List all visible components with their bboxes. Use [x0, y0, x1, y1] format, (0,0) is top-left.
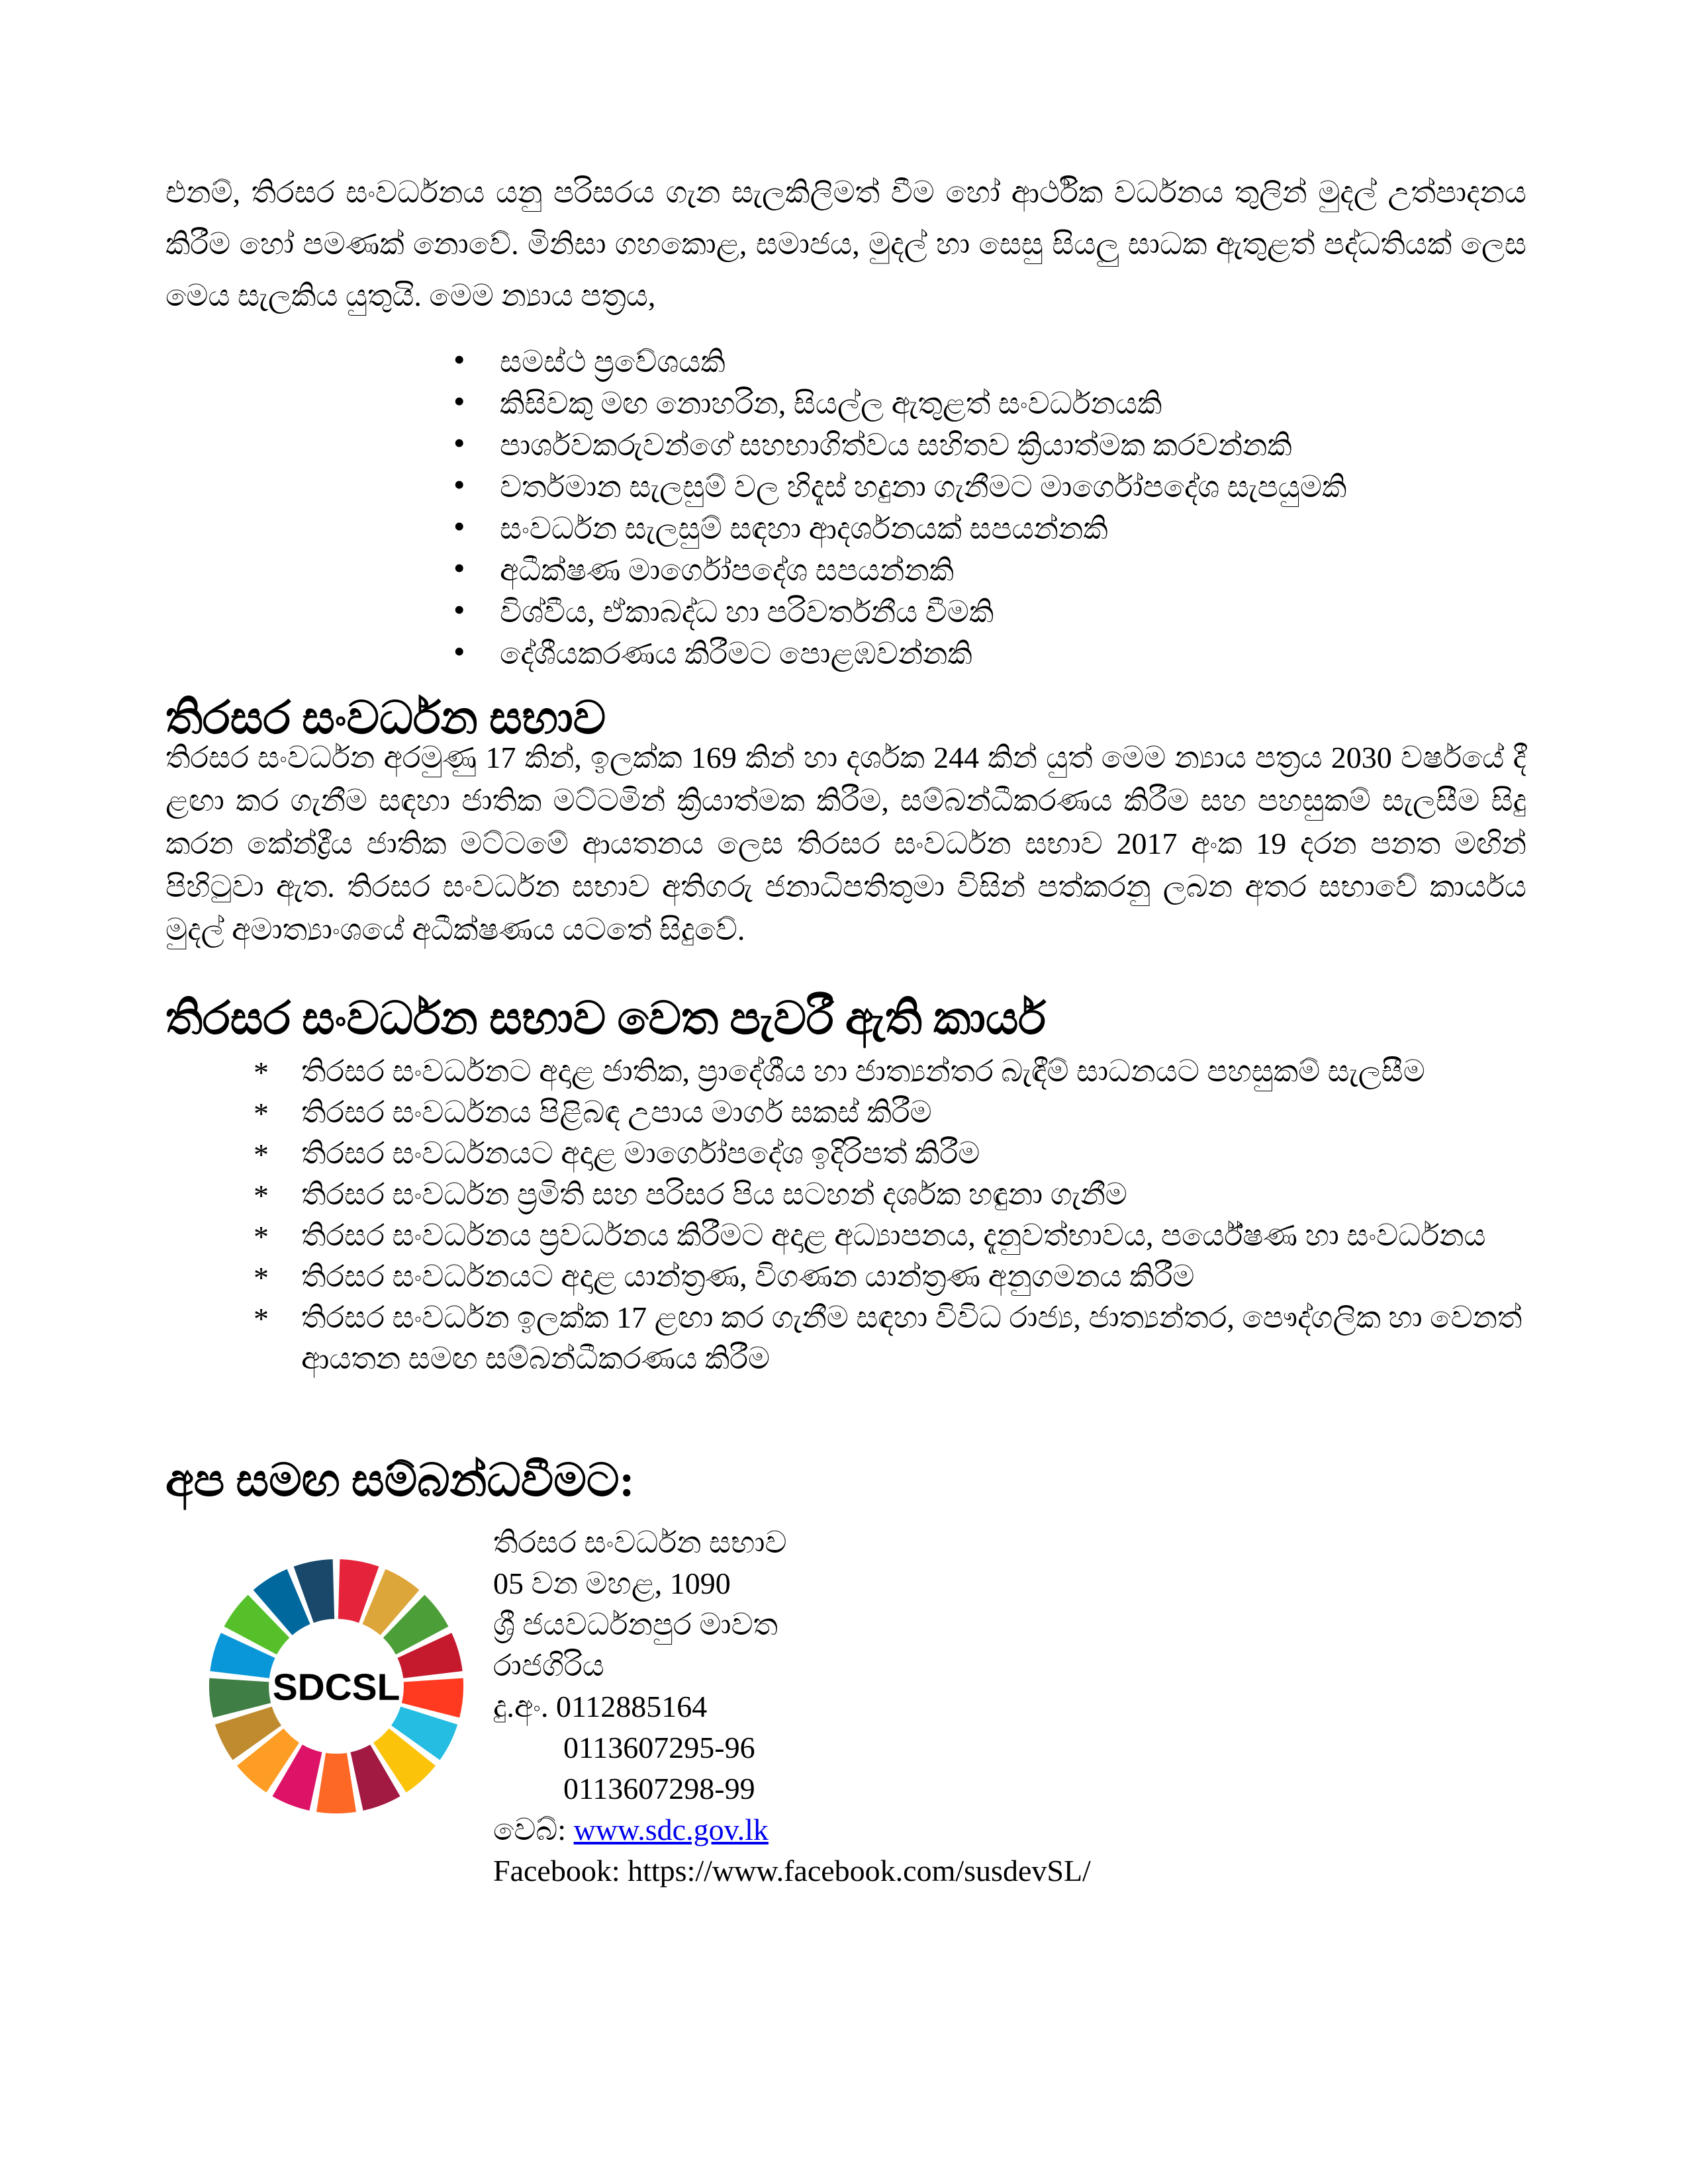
bullet-icon: •	[453, 508, 465, 545]
web-label: වෙබ්:	[493, 1813, 567, 1846]
list-item	[254, 1174, 1528, 1215]
council-section-heading: තිරසර සංවර්ධන සභාව	[165, 693, 606, 743]
list-item	[453, 508, 1539, 549]
asterisk-icon: *	[254, 1302, 269, 1336]
contact-phone-line-3: 0113607298-99	[563, 1772, 755, 1805]
asterisk-icon: *	[254, 1097, 269, 1130]
asterisk-icon: *	[254, 1138, 269, 1171]
bullet-icon: •	[453, 424, 465, 461]
asterisk-icon: *	[254, 1220, 269, 1253]
sdcsl-logo-text: SDCSL	[272, 1666, 400, 1709]
asterisk-icon: *	[254, 1056, 269, 1089]
bullet-icon: •	[453, 341, 465, 378]
contact-address-line-1: 05 වන මහළ, 1090	[493, 1567, 731, 1600]
list-item-text: වර්තමාන සැලසුම් වල හිදැස් හදුනා ගැනීමට මාර්ගෝපදේශ සැපයුමකි	[500, 470, 1347, 504]
contact-facebook-line: Facebook: https://www.facebook.com/susdevSL/	[493, 1854, 1091, 1888]
list-item-text: විශ්වීය, ඒකාබද්ධ හා පරිවර්තනීය වීමකි	[500, 595, 994, 629]
list-item-text: තිරසර සංවර්ධනට අදාළ ජාතික, ප්‍රාදේශීය හා ජාත්‍යන්තර බැඳීම් සාධනයට පහසුකම් සැලසීම	[301, 1054, 1425, 1088]
asterisk-icon: *	[254, 1261, 269, 1295]
phone-number-1: 0112885164	[555, 1690, 708, 1723]
list-item-text: තිරසර සංවර්ධනයට අදාළ මාර්ගෝපදේශ ඉදිරිපත් කිරීම	[301, 1136, 980, 1170]
list-item-text: කිසිවකු මඟ නොහරින, සියල්ල ඇතුළත් සංවර්ධනයකි	[500, 387, 1162, 420]
bullet-icon: •	[453, 549, 465, 586]
list-item-text: තිරසර සංවර්ධන ඉලක්ක 17 ළඟා කර ගැනීම සඳහා විවිධ රාජ්‍ය, ජාත්‍යන්තර, පෞද්ගලික හා වෙනත් ආයතන සමඟ සම්බන්ධීකරණය කිරීම	[301, 1300, 1523, 1375]
sdcsl-logo	[207, 1557, 466, 1816]
list-item	[254, 1133, 1528, 1174]
contact-address-line-3: රාජගිරිය	[493, 1649, 604, 1682]
bullet-icon: •	[453, 633, 465, 670]
council-paragraph: තිරසර සංවර්ධන අරමුණු 17 කින්, ඉලක්ක 169 කින් හා දර්ශක 244 කින් යුත් මෙම න්‍යාය පත්‍රය 2030 වර්ෂයේ දී ළඟා කර ගැනීම සඳහා ජාතික මට්ටමින් ක්‍රියාත්මක කිරීම, සම්බන්ධීකරණය කිරීම සහ පහසුකම් සැලසීම සිදු කරන කේන්ද්‍රීය ජාතික මට්ටමේ ආයතනය ලෙස තිරසර සංවර්ධන සභාව 2017 අංක 19 දරන පනත මඟින් පිහිටුවා ඇත. තිරසර සංවර්ධන සභාව අතිගරු ජනාධිපතිතුමා විසින් පත්කරනු ලබන අතර සභාවේ කාර්යය මුදල් අමාත්‍යාංශයේ අධීක්ෂණය යටතේ සිදුවේ.	[165, 741, 1526, 946]
list-item-text: තිරසර සංවර්ධන ප්‍රමිති සහ පරිසර පිය සටහන් දර්ශක හඳුනා ගැනීම	[301, 1177, 1127, 1211]
list-item	[453, 424, 1539, 466]
intro-paragraph: එනම්, තිරසර සංවර්ධනය යනු පරිසරය ගැන සැලකිලිමත් වීම හෝ ආර්ථික වර්ධනය තුලින් මුදල් උත්පාදනය කිරීම හෝ පමණක් නොවේ. මිනිසා ගහකොළ, සමාජය, මුදල් හා සෙසු සියලු සාධක ඇතුළත් පද්ධතියක් ලෙස මෙය සැලකිය යුතුයි. මෙම න්‍යාය පත්‍රය,	[165, 175, 1526, 312]
sdg-wheel-segment	[316, 1753, 356, 1813]
list-item-text: සංවර්ධන සැලසුම් සඳහා ආදර්ශනයක් සපයන්නකි	[500, 512, 1108, 545]
bullet-icon: •	[453, 383, 465, 420]
contact-org-name: තිරසර සංවර්ධන සභාව	[493, 1525, 787, 1559]
agenda-bullet-list	[453, 341, 1539, 674]
bullet-icon: •	[453, 591, 465, 628]
bullet-icon: •	[453, 466, 465, 503]
contact-web-line	[493, 1809, 1091, 1850]
list-item	[453, 466, 1539, 508]
list-item-text: සමස්ථ ප්‍රවේශයකි	[500, 345, 726, 379]
list-item	[453, 341, 1539, 383]
contact-phone-line-2: 0113607295-96	[563, 1731, 755, 1764]
list-item	[254, 1297, 1528, 1379]
list-item	[254, 1256, 1528, 1297]
list-item	[453, 383, 1539, 424]
list-item	[453, 549, 1539, 591]
list-item-text: දේශීයකරණය කිරීමට පොළඹවන්නකි	[500, 637, 972, 670]
web-link[interactable]: www.sdc.gov.lk	[573, 1813, 769, 1846]
list-item-text: තිරසර සංවර්ධනය පිළිබඳ උපාය මාර්ග සකස් කිරීම	[301, 1095, 932, 1129]
tasks-section-heading: තිරසර සංවර්ධන සභාව වෙත පැවරී ඇති කාර්ය	[165, 993, 1047, 1044]
list-item	[254, 1051, 1528, 1092]
asterisk-icon: *	[254, 1179, 269, 1212]
list-item	[254, 1092, 1528, 1133]
contact-address-line-2: ශ්‍රී ජයවර්ධනපුර මාවත	[493, 1608, 778, 1641]
contact-phone-line-1	[493, 1686, 1091, 1727]
list-item-text: පාර්ශවකරුවන්ගේ සහභාගිත්වය සහිතව ක්‍රියාත්මක කරවන්නකි	[500, 428, 1292, 462]
tasks-list	[254, 1051, 1528, 1379]
contact-block	[493, 1522, 1091, 1891]
list-item-text: තිරසර සංවර්ධනය ප්‍රවර්ධනය කිරීමට අදාළ අධ්‍යාපනය, දැනුවත්භාවය, පර්යේෂණ හා සංවර්ධනය	[301, 1218, 1486, 1252]
list-item-text: අධීක්ෂණ මාර්ගෝපදේශ සපයන්නකි	[500, 553, 955, 587]
list-item	[453, 633, 1539, 674]
list-item-text: තිරසර සංවර්ධනයට අදාළ යාන්ත්‍රණ, විගණන යාන්ත්‍රණ අනුගමනය කිරීම	[301, 1259, 1195, 1293]
list-item	[254, 1215, 1528, 1256]
list-item	[453, 591, 1539, 633]
phone-label: දු.අං.	[493, 1690, 549, 1723]
contact-section-heading: අප සමඟ සම්බන්ධවීමට:	[165, 1455, 635, 1506]
